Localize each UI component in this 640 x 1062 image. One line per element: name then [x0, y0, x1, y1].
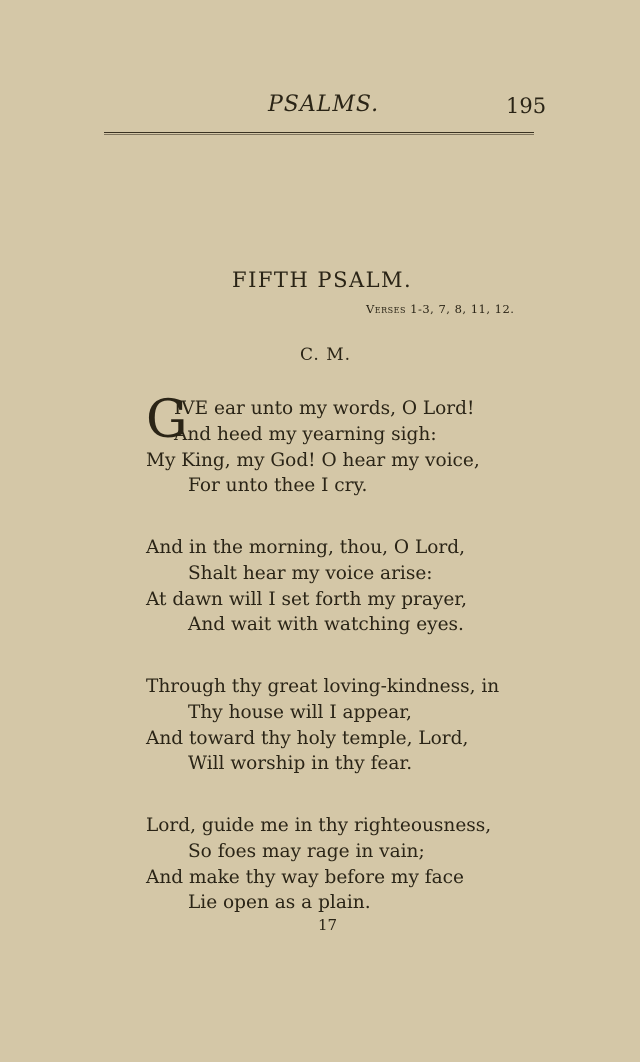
- drop-cap: G: [146, 390, 188, 450]
- verse-line: IVE ear unto my words, O Lord!: [174, 398, 475, 419]
- verse-line: Lord, guide me in thy righteousness,: [146, 815, 492, 836]
- verse-line: At dawn will I set forth my prayer,: [146, 588, 468, 610]
- verse-line: Thy house will I appear,: [188, 701, 412, 723]
- page-number: 195: [506, 94, 547, 118]
- verses-note: Verses 1-3, 7, 8, 11, 12.: [366, 302, 515, 316]
- verse-line: My King, my God! O hear my voice,: [146, 449, 480, 471]
- verse-line: Through thy great loving-kindness, in: [146, 676, 500, 697]
- stanza-1: [146, 390, 546, 499]
- running-head: PSALMS.: [268, 92, 380, 117]
- verse-line: And toward thy holy temple, Lord,: [146, 727, 469, 749]
- header-rule: [104, 132, 534, 133]
- verse-line: And heed my yearning sigh:: [174, 423, 437, 445]
- psalm-title: FIFTH PSALM.: [232, 268, 413, 292]
- verse-line: And make thy way before my face: [146, 866, 464, 888]
- stanza-1-first-two-lines: [146, 390, 546, 450]
- verse-line: And wait with watching eyes.: [188, 614, 464, 636]
- verse-line: So foes may rage in vain;: [188, 840, 425, 862]
- verse-line: Shalt hear my voice arise:: [188, 562, 433, 584]
- stanza-3: [146, 674, 546, 777]
- verse-line: For unto thee I cry.: [188, 475, 368, 497]
- meter-label: C. M.: [300, 345, 352, 365]
- verse-line: And in the morning, thou, O Lord,: [146, 537, 465, 558]
- verse-line: Will worship in thy fear.: [188, 753, 413, 775]
- verse-line: Lie open as a plain.: [188, 892, 371, 914]
- signature-mark: 17: [318, 916, 338, 934]
- stanza-2: [146, 535, 546, 638]
- stanza-4: [146, 813, 546, 916]
